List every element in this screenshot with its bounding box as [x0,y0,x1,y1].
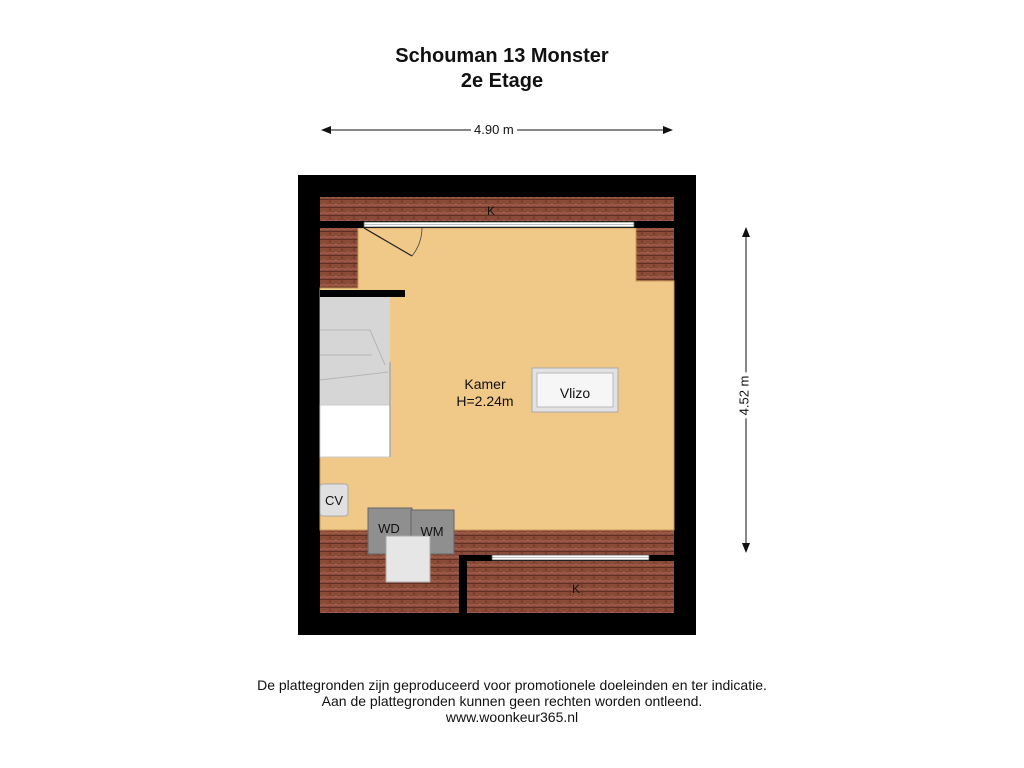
room-height-label: H=2.24m [456,393,514,409]
stair-wall [320,290,405,297]
vlizo-label: Vlizo [559,385,591,401]
width-dimension-label: 4.90 m [471,122,517,137]
footer-disclaimer-1: De plattegronden zijn geproduceerd voor promotionele doeleinden en ter indicatie. [257,677,767,693]
footer-disclaimer-2: Aan de plattegronden kunnen geen rechten worden ontleend. [321,693,703,709]
bottom-wall-vertical [459,557,467,613]
utility-table [386,536,430,582]
room-name-label: Kamer [464,376,506,392]
skylight-marker-bottom: K [571,582,581,596]
wd-label: WD [378,521,400,536]
footer-website: www.woonkeur365.nl [445,709,579,725]
wm-label: WM [420,524,444,539]
height-dimension-label: 4.52 m [736,373,751,419]
cv-label: CV [324,493,344,508]
floor-subtitle: 2e Etage [460,70,544,92]
skylight-marker-top: K [486,204,496,218]
staircase [320,297,390,457]
page-title: Schouman 13 Monster [395,45,609,67]
